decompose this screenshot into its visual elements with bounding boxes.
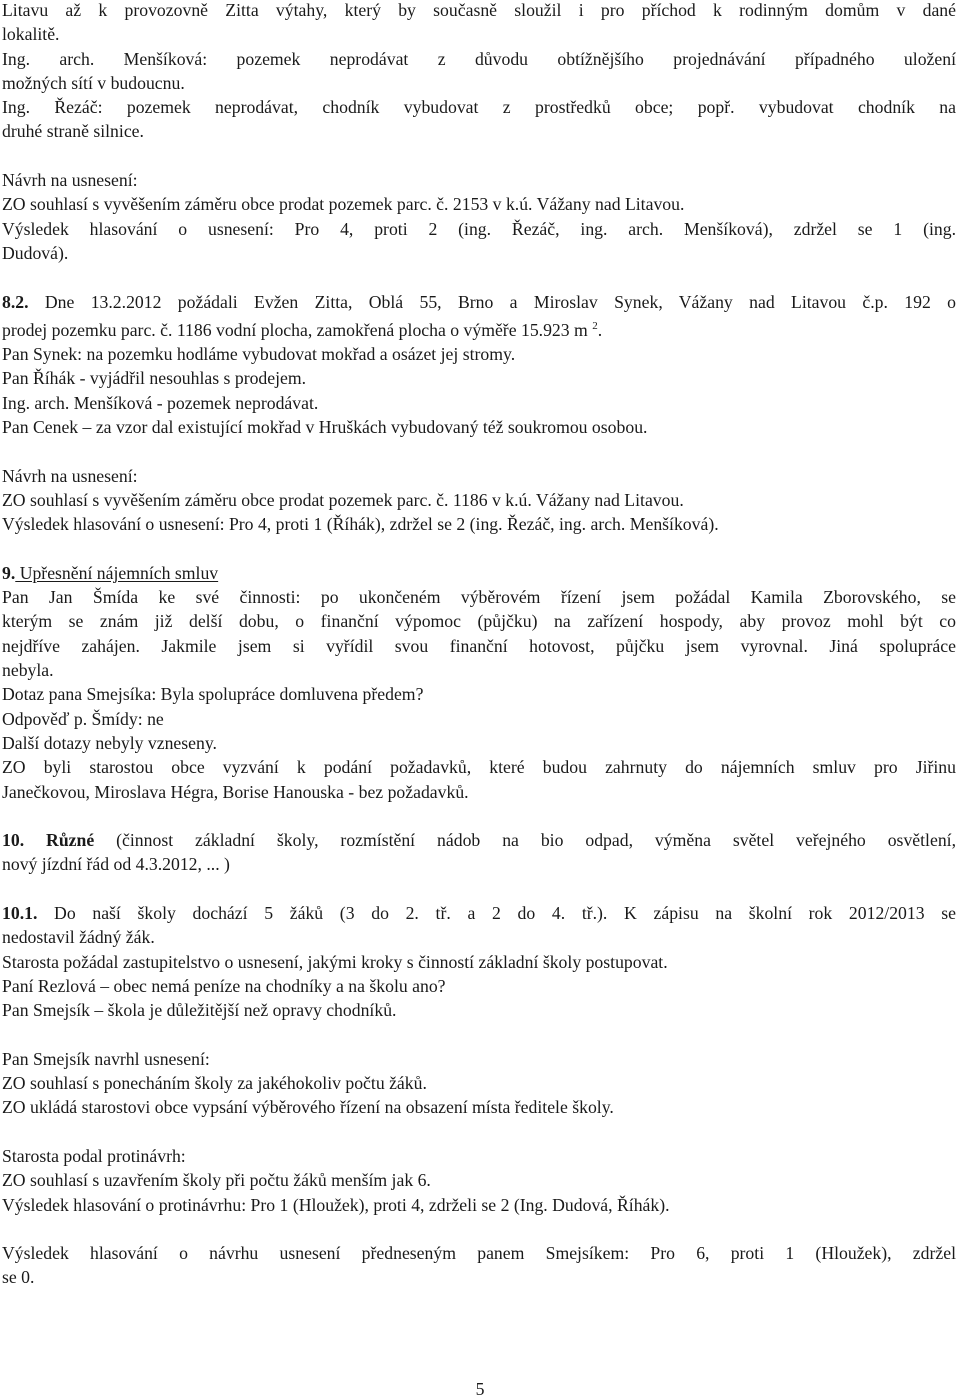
paragraph-gap [2,439,956,463]
paragraph-gap [2,144,956,168]
paragraph-gap [2,537,956,561]
paragraph-gap [2,1022,956,1046]
text-line: Odpověď p. Šmídy: ne [2,708,164,729]
item-number: 8.2. [2,291,29,312]
resolution-heading: Návrh na usnesení: [2,465,138,486]
text-line: ZO souhlasí s vyvěšením záměru obce prodat pozemek parc. č. 2153 v k.ú. Vážany nad Litavou. [2,194,685,215]
text-line: nejdříve zahájen. Jakmile jsem si vyřídil svou finanční hotovost, půjčku jsem vyrovnal. Jiná spolupráce [2,635,956,656]
text-line [2,314,956,342]
section-title: Upřesnění nájemních smluv [15,562,219,583]
section-heading [2,561,956,585]
text-fragment: Dne 13.2.2012 požádali Evžen Zitta, Oblá 55, Brno a Miroslav Synek, Vážany nad Litavou č.p. 192 o [28,291,956,312]
resolution-heading: Starosta podal protinávrh: [2,1145,186,1166]
text-line: Dudová). [2,242,69,263]
text-line [2,901,956,925]
text-line: Ing. arch. Menšíková: pozemek neprodávat z důvodu obtížnějšího projednávání případného uložení [2,48,956,69]
text-line: Litavu až k provozovně Zitta výtahy, který by současně sloužil i pro příchod k rodinným domům v dané [2,0,956,20]
text-line: Dotaz pana Smejsíka: Byla spolupráce domluvena předem? [2,684,424,705]
section-title: Různé [24,830,95,851]
text-line: se 0. [2,1267,35,1288]
text-line: Ing. arch. Menšíková - pozemek neprodávat. [2,392,319,413]
text-line: druhé straně silnice. [2,121,144,142]
resolution-heading: Návrh na usnesení: [2,170,138,191]
text-line: nový jízdní řád od 4.3.2012, ... ) [2,854,230,875]
text-line: ZO ukládá starostovi obce vypsání výběrového řízení na obsazení místa ředitele školy. [2,1097,614,1118]
item-number: 10.1. [2,902,38,923]
text-line: nebyla. [2,660,54,681]
paragraph-gap [2,877,956,901]
text-line: Pan Cenek – za vzor dal existující mokřad v Hruškách vybudovaný též soukromou osobou. [2,417,648,438]
text-line: Další dotazy nebyly vzneseny. [2,732,217,753]
text-line: ZO souhlasí s vyvěšením záměru obce prodat pozemek parc. č. 1186 v k.ú. Vážany nad Litavou. [2,489,684,510]
text-line: Ing. Řezáč: pozemek neprodávat, chodník vybudovat z prostředků obce; popř. vybudovat chodník na [2,97,956,118]
text-line [2,290,956,314]
text-line: Pan Jan Šmída ke své činnosti: po ukončeném výběrovém řízení jsem požádal Kamila Zborovského, se [2,587,956,608]
text-line: Starosta požádal zastupitelstvo o usnesení, jakými kroky s činností základní školy postupovat. [2,951,668,972]
text-line: ZO byli starostou obce vyzvání k podání požadavků, které budou zahrnuty do nájemních smluv pro Jiřinu [2,757,956,778]
text-line: Janečkovou, Miroslava Hégra, Borise Hanouska - bez požadavků. [2,781,469,802]
text-line: lokalitě. [2,24,60,45]
text-line: ZO souhlasí s uzavřením školy při počtu žáků menším jak 6. [2,1170,431,1191]
text-line: Výsledek hlasování o protinávrhu: Pro 1 (Hloužek), proti 4, zdrželi se 2 (Ing. Dudová, Říhák). [2,1194,670,1215]
paragraph-gap [2,1120,956,1144]
text-fragment: . [597,319,603,340]
paragraph-gap [2,1217,956,1241]
section-heading [2,828,956,852]
text-line: kterým se znám již delší dobu, o finanční výpomoc (půjčku) na zařízení hospody, aby provoz mohl být co [2,611,956,632]
text-line: Výsledek hlasování o usnesení: Pro 4, proti 2 (ing. Řezáč, ing. arch. Menšíková), zdržel se 1 (ing. [2,218,956,239]
text-fragment: Do naší školy dochází 5 žáků (3 do 2. tř. a 2 do 4. tř.). K zápisu na školní rok 2012/2013 se [37,902,956,923]
section-number: 10. [2,830,25,851]
superscript: 2 [592,319,598,332]
paragraph-gap [2,265,956,289]
text-fragment: prodej pozemku parc. č. 1186 vodní plocha, zamokřená plocha o výměře 15.923 m [2,319,588,340]
text-line: Výsledek hlasování o návrhu usnesení předneseným panem Smejsíkem: Pro 6, proti 1 (Hloužek), zdržel [2,1243,956,1264]
text-line: možných sítí v budoucnu. [2,72,185,93]
document-body [2,0,956,1290]
text-line: Výsledek hlasování o usnesení: Pro 4, proti 1 (Říhák), zdržel se 2 (ing. Řezáč, ing. arch. Menšíková). [2,514,719,535]
page-number: 5 [475,1379,485,1399]
text-line: Pan Říhák - vyjádřil nesouhlas s prodejem. [2,368,307,389]
text-line: Pan Synek: na pozemku hodláme vybudovat mokřad a osázet jej stromy. [2,344,516,365]
text-line: Pan Smejsík – škola je důležitější než opravy chodníků. [2,1000,397,1021]
resolution-heading: Pan Smejsík navrhl usnesení: [2,1048,210,1069]
text-line: nedostavil žádný žák. [2,927,155,948]
text-line: ZO souhlasí s ponecháním školy za jakéhokoliv počtu žáků. [2,1073,427,1094]
text-fragment: (činnost základní školy, rozmístění nádob na bio odpad, výměna světel veřejného osvětlení, [94,830,956,851]
section-number: 9. [2,562,16,583]
paragraph-gap [2,804,956,828]
text-line: Paní Rezlová – obec nemá peníze na chodníky a na školu ano? [2,975,446,996]
